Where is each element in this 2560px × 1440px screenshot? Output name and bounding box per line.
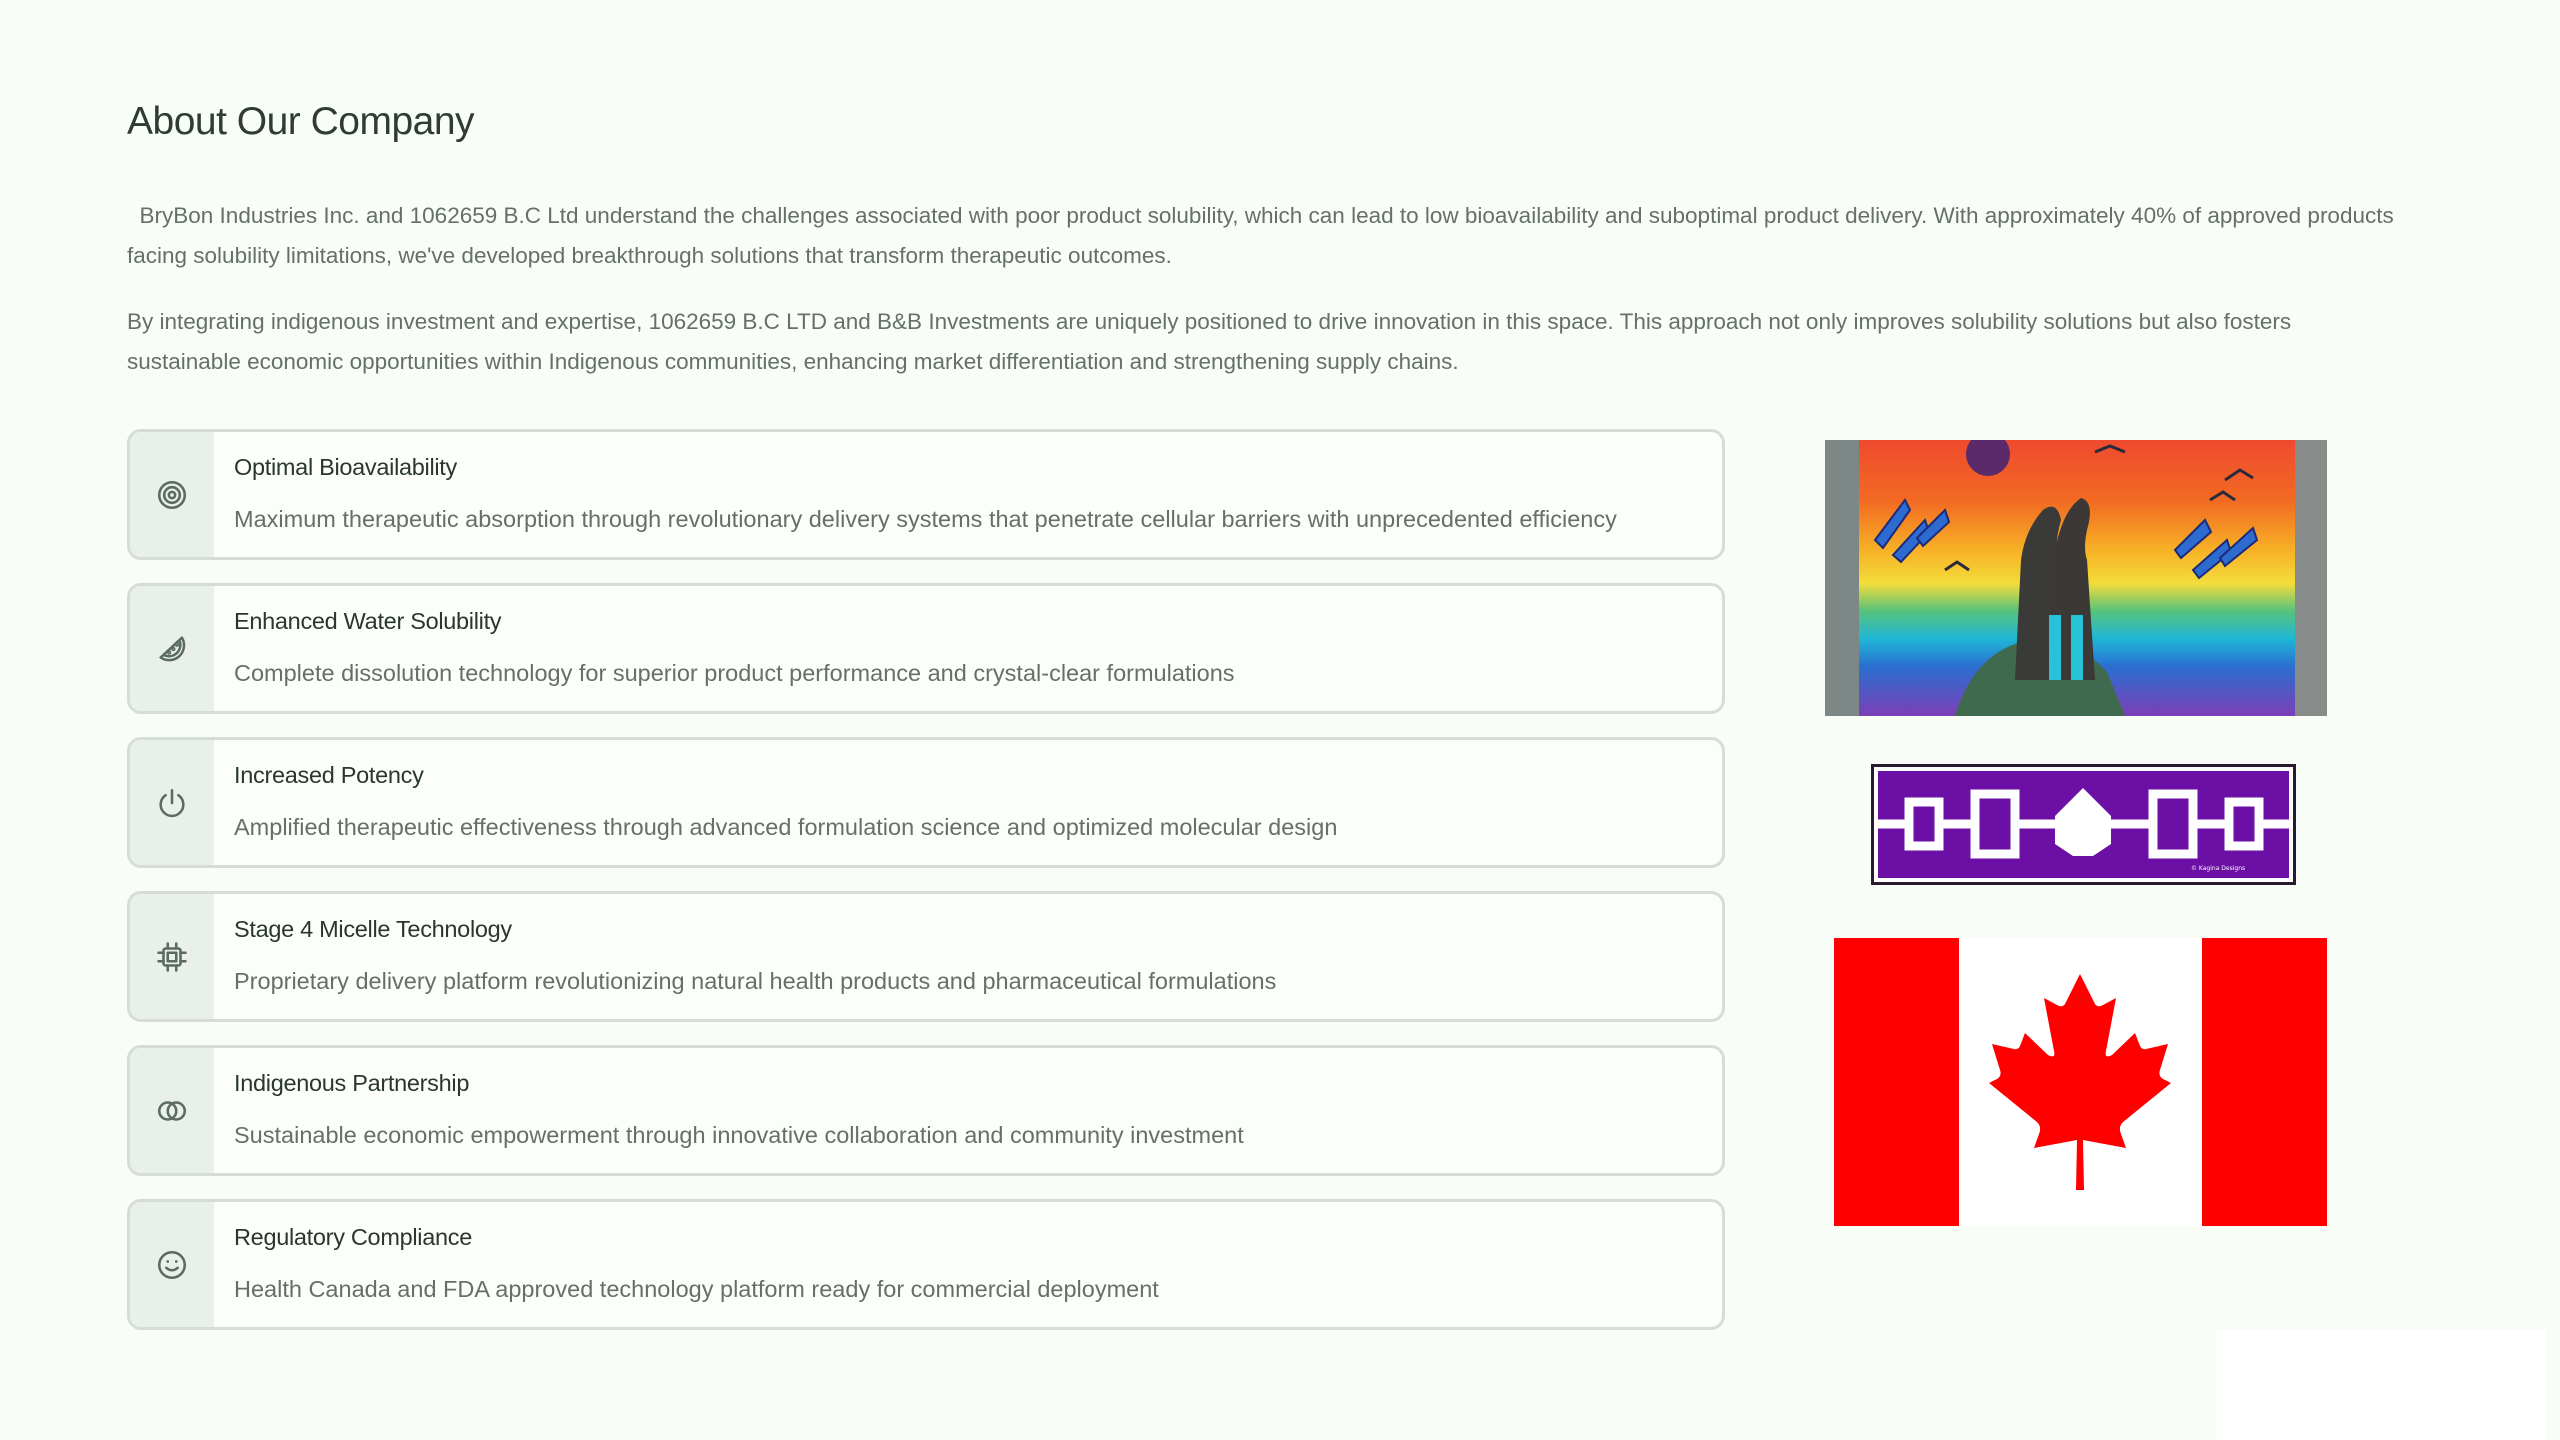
- wampum-caption: © Kagina Designs: [2191, 865, 2246, 872]
- feature-card-partnership: [127, 1045, 1725, 1176]
- feature-list: [127, 429, 1725, 1330]
- feature-icon-column: [130, 740, 214, 865]
- feature-icon-column: [130, 1202, 214, 1327]
- feature-card-compliance: [127, 1199, 1725, 1330]
- feature-icon-column: [130, 1048, 214, 1173]
- feature-icon-column: [130, 894, 214, 1019]
- page-title: About Our Company: [127, 100, 475, 143]
- watermelon-icon: [155, 632, 189, 666]
- interlocking-rings-icon: [155, 1094, 189, 1128]
- feature-description: Proprietary delivery platform revolutionizing natural health products and pharmaceutical formulations: [234, 968, 1277, 994]
- chip-icon: [155, 940, 189, 974]
- indigenous-painting-image: [1825, 440, 2327, 716]
- feature-icon-column: [130, 432, 214, 557]
- feature-description: Maximum therapeutic absorption through revolutionary delivery systems that penetrate cellular barriers with unprecedented efficiency: [234, 506, 1617, 532]
- feature-description: Sustainable economic empowerment through innovative collaboration and community investment: [234, 1122, 1244, 1148]
- canada-flag-image: [1834, 938, 2327, 1226]
- feature-description: Complete dissolution technology for superior product performance and crystal-clear formulations: [234, 660, 1235, 686]
- power-icon: [155, 786, 189, 820]
- feature-card-micelle: [127, 891, 1725, 1022]
- feature-title: Indigenous Partnership: [234, 1070, 470, 1096]
- indigenous-paragraph: By integrating indigenous investment and expertise, 1062659 B.C LTD and B&B Investments are uniquely positioned to drive innovation in this space. This approach not only improves solubility solutions but also fosters sustainable economic opportunities within Indigenous communities, enhancing market differentiation and strengthening supply chains.: [127, 309, 2292, 374]
- target-icon: [155, 478, 189, 512]
- feature-title: Optimal Bioavailability: [234, 454, 457, 480]
- feature-title: Regulatory Compliance: [234, 1224, 472, 1250]
- feature-title: Increased Potency: [234, 762, 424, 788]
- feature-card-potency: [127, 737, 1725, 868]
- feature-icon-column: [130, 586, 214, 711]
- feature-description: Amplified therapeutic effectiveness through advanced formulation science and optimized molecular design: [234, 814, 1338, 840]
- wampum-belt-image: [1871, 764, 2296, 885]
- feature-description: Health Canada and FDA approved technology platform ready for commercial deployment: [234, 1276, 1159, 1302]
- feature-title: Stage 4 Micelle Technology: [234, 916, 512, 942]
- feature-card-bioavailability: [127, 429, 1725, 560]
- feature-title: Enhanced Water Solubility: [234, 608, 502, 634]
- intro-paragraph: BryBon Industries Inc. and 1062659 B.C Ltd understand the challenges associated with poor product solubility, which can lead to low bioavailability and suboptimal product delivery. With approximately 40% of approved products facing solubility limitations, we've developed breakthrough solutions that transform therapeutic outcomes.: [127, 203, 2400, 268]
- smile-icon: [155, 1248, 189, 1282]
- bottom-right-panel: [2216, 1330, 2546, 1440]
- feature-card-solubility: [127, 583, 1725, 714]
